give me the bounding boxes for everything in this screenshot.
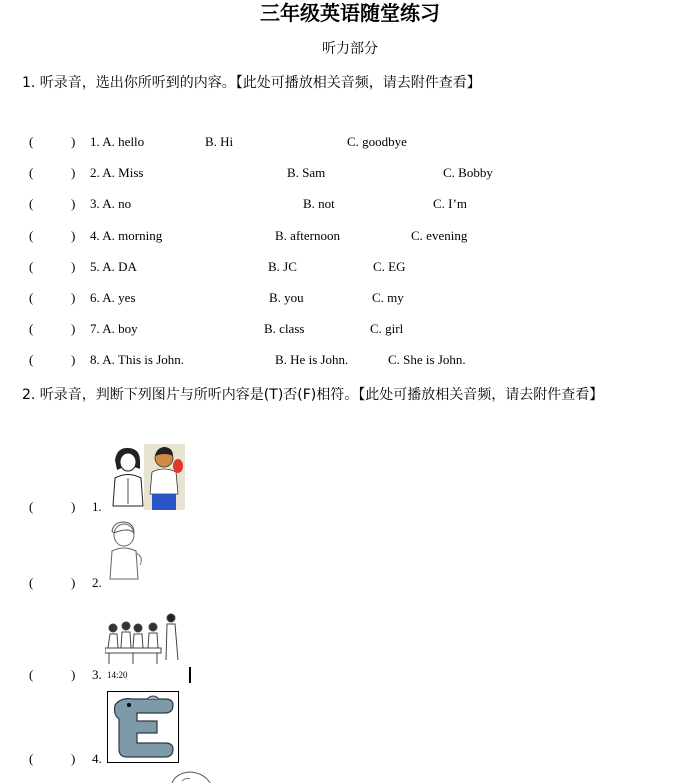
answer-paren-right[interactable]: )	[71, 165, 76, 180]
option-a: 8. A. This is John.	[90, 352, 185, 367]
picture-number: 2.	[92, 575, 102, 590]
option-b: B. He is John.	[275, 352, 349, 367]
answer-paren-right[interactable]: )	[71, 575, 76, 590]
option-c: C. EG	[373, 259, 406, 274]
girl-face	[120, 453, 136, 471]
answer-paren-left[interactable]: (	[29, 196, 34, 211]
picture-classroom	[105, 612, 183, 682]
option-c: C. my	[372, 290, 404, 305]
option-a: 7. A. boy	[90, 321, 138, 336]
option-c: C. She is John.	[388, 352, 466, 367]
page-title: 三年级英语随堂练习	[260, 1, 440, 25]
answer-paren-left[interactable]: (	[29, 134, 34, 149]
answer-paren-left[interactable]: (	[29, 165, 34, 180]
boy-trousers	[152, 494, 176, 510]
answer-paren-left[interactable]: (	[29, 228, 34, 243]
answer-paren-right[interactable]: )	[71, 134, 76, 149]
option-c: C. goodbye	[347, 134, 407, 149]
answer-paren-left[interactable]: (	[29, 667, 34, 682]
answer-paren-right[interactable]: )	[71, 499, 76, 514]
picture-partial-next	[168, 771, 214, 783]
answer-paren-left[interactable]: (	[29, 290, 34, 305]
picture-elephant-e	[107, 691, 179, 763]
option-b: B. class	[264, 321, 305, 336]
option-b: B. Sam	[287, 165, 326, 180]
option-b: B. afternoon	[275, 228, 340, 243]
section1-heading: 1. 听录音，选出你所听到的内容。【此处可播放相关音频，请去附件查看】	[22, 75, 481, 91]
option-a: 6. A. yes	[90, 290, 136, 305]
answer-paren-right[interactable]: )	[71, 259, 76, 274]
clock-time: 14:20	[107, 670, 128, 680]
picture-boy-sketch	[106, 521, 148, 585]
answer-paren-left[interactable]: (	[29, 321, 34, 336]
answer-paren-right[interactable]: )	[71, 352, 76, 367]
answer-paren-right[interactable]: )	[71, 321, 76, 336]
answer-paren-left[interactable]: (	[29, 259, 34, 274]
option-a: 5. A. DA	[90, 259, 137, 274]
answer-paren-right[interactable]: )	[71, 751, 76, 766]
picture-number: 1.	[92, 499, 102, 514]
picture-number: 4.	[92, 751, 102, 766]
option-b: B. not	[303, 196, 335, 211]
option-b: B. JC	[268, 259, 297, 274]
boy-shirt	[150, 469, 178, 494]
picture-two-people	[107, 444, 187, 510]
option-a: 4. A. morning	[90, 228, 163, 243]
answer-paren-left[interactable]: (	[29, 499, 34, 514]
answer-paren-right[interactable]: )	[71, 290, 76, 305]
option-a: 1. A. hello	[90, 134, 145, 149]
option-c: C. I’m	[433, 196, 467, 211]
option-c: C. Bobby	[443, 165, 493, 180]
page-subtitle: 听力部分	[322, 41, 378, 57]
option-b: B. Hi	[205, 134, 234, 149]
section2-heading: 2. 听录音，判断下列图片与所听内容是(T)否(F)相符。【此处可播放相关音频，请去附件查看】	[22, 387, 604, 403]
ping-pong-paddle	[173, 459, 183, 473]
picture-number: 3.	[92, 667, 102, 682]
boy-head	[114, 524, 134, 546]
answer-paren-left[interactable]: (	[29, 575, 34, 590]
elephant-eye	[127, 703, 131, 707]
answer-paren-right[interactable]: )	[71, 196, 76, 211]
option-a: 2. A. Miss	[90, 165, 144, 180]
option-c: C. evening	[411, 228, 468, 243]
option-b: B. you	[269, 290, 304, 305]
answer-paren-right[interactable]: )	[71, 667, 76, 682]
boy-torso	[110, 548, 138, 579]
answer-paren-right[interactable]: )	[71, 228, 76, 243]
answer-paren-left[interactable]: (	[29, 352, 34, 367]
text-cursor	[189, 667, 191, 683]
option-a: 3. A. no	[90, 196, 132, 211]
option-c: C. girl	[370, 321, 404, 336]
answer-paren-left[interactable]: (	[29, 751, 34, 766]
